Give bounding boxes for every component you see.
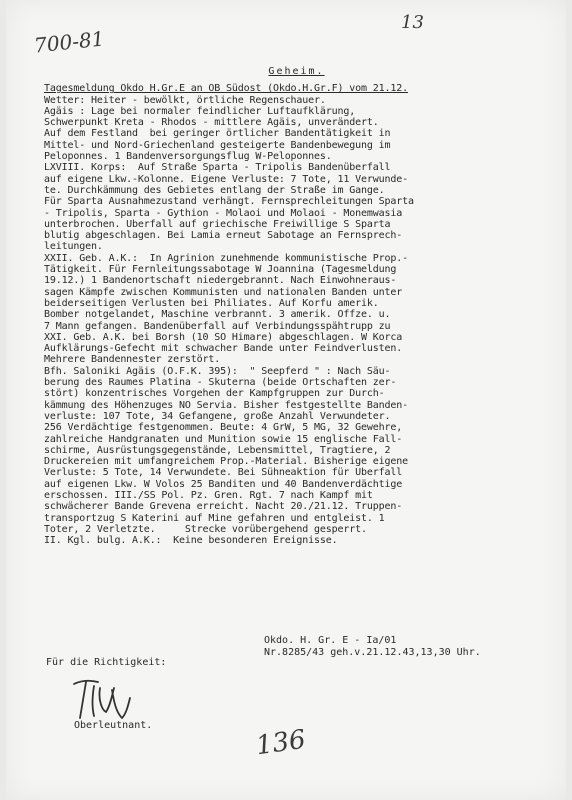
report-line: Schwerpunkt Kreta - Rhodos - mittlere Ägäis, unverändert. [44, 117, 379, 129]
classification-heading: Geheim. [268, 66, 325, 77]
reference-office: Okdo. H. Gr. E - Ia/01 [264, 635, 397, 646]
report-line: Ägäis : Lage bei normaler feindlicher Luftaufklärung, [44, 105, 356, 117]
report-line: schwächerer Bande Grevena erreicht. Nacht 20./21.12. Truppen- [44, 501, 403, 513]
report-line: LXVIII. Korps: Auf Straße Sparta - Tripolis Bandenüberfall [44, 162, 391, 174]
report-line: berung des Raumes Platina - Skuterna (beide Ortschaften zer- [44, 377, 397, 389]
reference-block [264, 635, 481, 659]
report-line: stört) konzentrisches Vorgehen der Kampfgruppen zur Durch- [44, 388, 385, 400]
document-page [6, 0, 566, 800]
report-line: XXI. Geb. A.K. bei Borsh (10 SO Himare) abgeschlagen. W Korca [44, 331, 403, 343]
reference-number: Nr.8285/43 geh.v.21.12.43,13,30 Uhr. [264, 647, 481, 658]
report-line: Für Sparta Ausnahmezustand verhängt. Fernsprechleitungen Sparta [44, 196, 414, 208]
handwritten-folio-number: 136 [254, 724, 308, 762]
report-line: leitungen. [44, 241, 103, 253]
report-line: auf eigene Lkw.-Kolonne. Eigene Verluste: 7 Tote, 11 Verwunde- [44, 173, 408, 185]
report-line: Verluste: 5 Tote, 14 Verwundete. Bei Sühneaktion für Überfall [44, 467, 403, 479]
handwritten-archive-number: 700-81 [32, 26, 106, 58]
report-line: Bfh. Saloniki Ägäis (O.F.K. 395): " Seepferd " : Nach Säu- [44, 365, 391, 377]
report-line: zahlreiche Handgranaten und Munition sowie 15 englische Fall- [44, 433, 403, 445]
handwritten-signature [68, 676, 138, 724]
certification-label: Für die Richtigkeit: [46, 657, 167, 668]
report-line: Mittel- und Nord-Griechenland gesteigerte Bandenbewegung im [44, 139, 391, 151]
report-line: Tätigkeit. Für Fernleitungssabotage W Joannina (Tagesmeldung [44, 264, 397, 276]
handwritten-page-number: 13 [401, 12, 424, 33]
report-line: Mehrere Bandennester zerstört. [44, 354, 221, 366]
report-line: erschossen. III./SS Pol. Pz. Gren. Rgt. 7 nach Kampf mit [44, 489, 373, 501]
report-line: Bomber notgelandet, Maschine verbrannt. 3 amerik. Offze. u. [44, 309, 391, 321]
report-line: Aufklärungs-Gefecht mit schwacher Bande unter Feindverlusten. [44, 343, 403, 355]
report-line: XXII. Geb. A.K.: In Agrinion zunehmende kommunistische Prop.- [44, 252, 408, 264]
report-line: II. Kgl. bulg. A.K.: Keine besonderen Ereignisse. [44, 535, 338, 547]
report-line: Druckereien mit umfangreichem Prop.-Material. Bisherige eigene [44, 456, 408, 468]
report-line: te. Durchkämmung des Gebietes entlang der Straße im Gange. [44, 184, 385, 196]
report-line: Auf dem Festland bei geringer örtlicher Bandentätigkeit in [44, 128, 391, 140]
report-line: beiderseitigen Verlusten bei Philiates. Auf Korfu amerik. [44, 297, 379, 309]
report-line: blutig abgeschlagen. Bei Lamia erneut Sabotage an Fernsprech- [44, 230, 403, 242]
typed-message [44, 66, 549, 546]
report-line: 256 Verdächtige festgenommen. Beute: 4 GrW, 5 MG, 32 Gewehre, [44, 422, 403, 434]
report-line: transportzug S Katerini auf Mine gefahren und entgleist. 1 [44, 512, 385, 524]
report-line: 19.12.) 1 Bandenortschaft niedergebrannt. Nach Einwohneraus- [44, 275, 397, 287]
report-title: Tagesmeldung Okdo H.Gr.E an OB Südost (Okdo.H.Gr.F) vom 21.12. [44, 83, 408, 95]
report-line: Peloponnes. 1 Bandenversorgungsflug W-Peloponnes. [44, 151, 332, 163]
report-line: kämmung des Höhenzuges NO Servia. Bisher festgestellte Banden- [44, 399, 408, 411]
report-line: schirme, Ausrüstungsgegenstände, Lebensmittel, Tragtiere, 2 [44, 444, 391, 456]
report-line: verluste: 107 Tote, 34 Gefangene, große Anzahl Verwundeter. [44, 410, 391, 422]
report-line: - Tripolis, Sparta - Gythion - Molaoi und Molaoi - Monemwasia [44, 207, 403, 219]
report-line: auf eigenen Lkw. W Volos 25 Banditen und 40 Bandenverdächtige [44, 478, 403, 490]
report-body [44, 95, 549, 547]
report-line: 7 Mann gefangen. Bandenüberfall auf Verbindungsspähtrupp zu [44, 320, 391, 332]
report-line: Toter, 2 Verletzte. Strecke vorübergehend gesperrt. [44, 523, 367, 535]
signatory-rank: Oberleutnant. [74, 720, 153, 731]
report-line: Wetter: Heiter - bewölkt, örtliche Regenschauer. [44, 94, 326, 106]
report-line: unterbrochen. Überfall auf griechische Freiwillige S Sparta [44, 218, 391, 230]
report-line: sagen Kämpfe zwischen Kommunisten und nationalen Banden unter [44, 286, 403, 298]
